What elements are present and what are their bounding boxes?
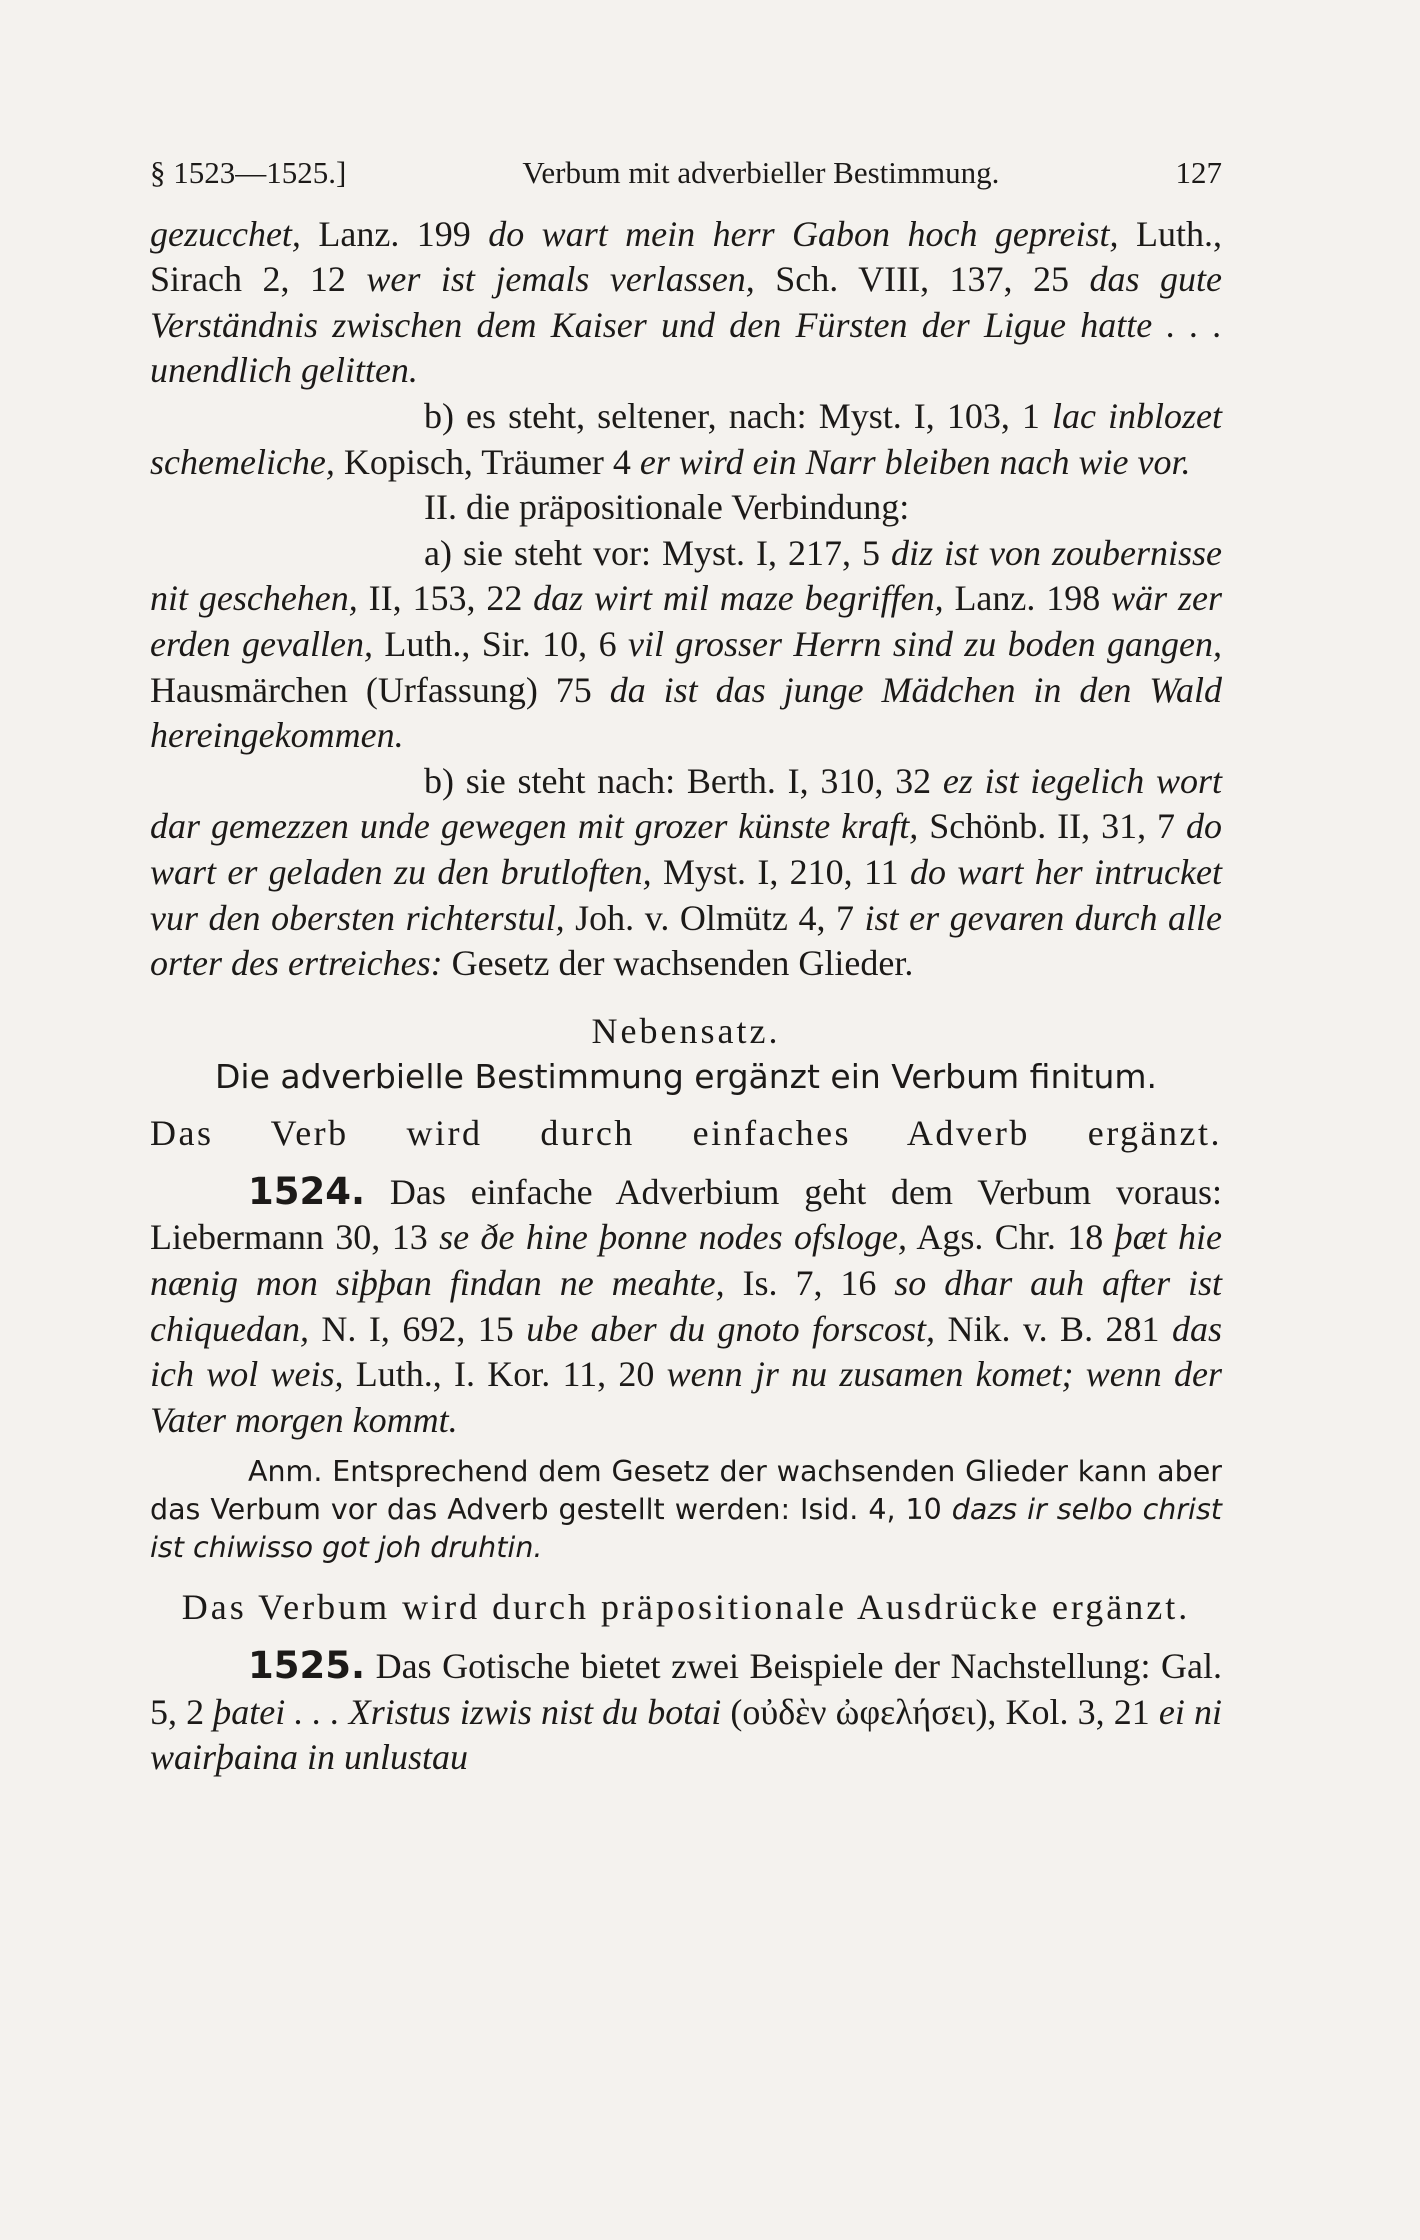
text-run: Luth., Sir. 10, 6	[372, 623, 628, 664]
italic-citation: do wart her intrucket vur den obersten richterstul,	[150, 851, 1222, 938]
italic-citation: wenn jr nu zusamen komet; wenn der Vater morgen kommt.	[150, 1354, 1223, 1440]
italic-citation: lac inblozet schemeliche,	[150, 395, 1223, 482]
text-run: Schönb. II, 31, 7	[918, 806, 1186, 847]
text-block	[150, 150, 1222, 1781]
heading-adverbielle-bestimmung: Die adverbielle Bestimmung ergänzt ein Verbum finitum.	[214, 1057, 1158, 1097]
text-run: Kopisch, Träumer 4	[334, 441, 640, 482]
text-run: a) sie steht vor: Myst. I, 217, 5	[424, 532, 891, 573]
italic-citation: wer ist jemals verlassen,	[366, 259, 755, 300]
running-head	[150, 150, 1222, 196]
paragraph-1525	[150, 1643, 1222, 1781]
spacer	[150, 1157, 1222, 1169]
text-run: N. I, 692, 15	[308, 1308, 527, 1349]
italic-citation: ist er gevaren durch alle orter des ertreiches:	[150, 897, 1222, 984]
italic-citation: gezucchet,	[150, 213, 301, 254]
text-run: Lanz. 199	[300, 213, 489, 254]
italic-citation: da ist das junge Mädchen in den Wald hereingekommen.	[150, 669, 1222, 756]
spacer	[150, 1573, 1222, 1585]
italic-citation: þatei . . . Xristus izwis nist du botai	[213, 1691, 722, 1732]
spacer	[150, 1631, 1222, 1643]
paragraph-b-steht-nach	[150, 759, 1222, 987]
text-run: Sch. VIII, 137, 25	[754, 259, 1090, 300]
text-run: Lanz. 198	[943, 578, 1112, 619]
annotation-label: Anm.	[248, 1455, 323, 1489]
text-run: Is. 7, 16	[724, 1263, 895, 1304]
italic-citation: ez ist iegelich wort dar gemezzen unde gewegen mit grozer künste kraft,	[150, 760, 1222, 847]
italic-citation: wär zer erden gevallen,	[150, 578, 1222, 664]
section-range: § 1523—1525.]	[150, 155, 347, 190]
italic-citation: se ðe hine þonne nodes ofsloge,	[439, 1217, 907, 1258]
heading-nebensatz: Nebensatz.	[591, 1010, 781, 1051]
italic-citation: er wird ein Narr bleiben nach wie vor.	[639, 441, 1191, 482]
text-run: Das einfache Adverbium geht dem Verbum voraus: Liebermann 30, 13	[150, 1171, 1222, 1258]
text-run: Gesetz der wachsenden Glieder.	[442, 943, 914, 984]
italic-citation: das ich wol weis,	[150, 1308, 1222, 1395]
text-run: Myst. I, 210, 11	[651, 851, 910, 892]
running-title: Verbum mit adverbieller Bestimmung.	[522, 155, 1000, 190]
text-run: Entsprechend dem Gesetz der wachsenden Glieder kann aber das Verbum vor das Adverb gestellt werden: Isid. 4, 10	[150, 1455, 1222, 1527]
italic-citation: so dhar auh after ist chiquedan,	[150, 1263, 1223, 1349]
spacer	[150, 1099, 1222, 1111]
section-number-1525: 1525.	[248, 1644, 366, 1688]
paragraph-1524	[150, 1169, 1222, 1444]
italic-citation: þæt hie nænig mon siþþan findan ne meahte,	[150, 1217, 1223, 1304]
text-run: Luth., I. Kor. 11, 20	[343, 1354, 667, 1395]
italic-citation: dazs ir selbo christ ist chiwisso got joh druhtin.	[150, 1493, 1222, 1565]
text-run: Nik. v. B. 281	[935, 1308, 1172, 1349]
annotation	[150, 1453, 1222, 1567]
text-run: Das Gotische bietet zwei Beispiele der Nachstellung: Gal. 5, 2	[150, 1646, 1222, 1732]
text-run: Joh. v. Olmütz 4, 7	[564, 897, 865, 938]
italic-citation: ei ni wairþaina in unlustau	[150, 1691, 1223, 1778]
text-run: b) sie steht nach: Berth. I, 310, 32	[424, 760, 943, 801]
heading-praepositionale-ausdruecke: Das Verbum wird durch präpositionale Ausdrücke ergänzt.	[181, 1587, 1191, 1628]
text-run: b) es steht, seltener, nach: Myst. I, 103, 1	[424, 395, 1052, 436]
text-run: (οὐδὲν ὠφελήσει), Kol. 3, 21	[721, 1691, 1159, 1732]
paragraph-b-nach	[150, 394, 1222, 485]
section-number-1524: 1524.	[248, 1169, 366, 1213]
italic-citation: do wart mein herr Gabon hoch gepreist,	[488, 213, 1119, 254]
spacer	[150, 987, 1222, 1009]
italic-citation: daz wirt mil maze begriffen,	[533, 578, 944, 619]
text-run: Hausmärchen (Urfassung) 75	[150, 669, 610, 710]
text-run: Luth., Sirach 2, 12	[150, 213, 1222, 300]
text-run: II. die präpositionale Verbindung:	[424, 487, 910, 528]
italic-citation: das gute Verständnis zwischen dem Kaiser und den Fürsten der Ligue hatte . . . unendlich gelitten.	[150, 259, 1222, 391]
italic-citation: diz ist von zoubernisse nit geschehen,	[150, 532, 1222, 619]
italic-citation: ube aber du gnoto forscost,	[526, 1308, 936, 1349]
paragraph-ii	[150, 485, 1222, 531]
italic-citation: vil grosser Herrn sind zu boden gangen,	[627, 623, 1222, 664]
paragraph-a-vor	[150, 531, 1222, 759]
page-number: 127	[1175, 155, 1222, 190]
text-run: Ags. Chr. 18	[907, 1217, 1115, 1258]
heading-einfaches-adverb: Das Verb wird durch einfaches Adverb ergänzt.	[150, 1113, 1222, 1154]
italic-citation: do wart er geladen zu den brutloften,	[150, 806, 1222, 892]
paragraph-continuation	[150, 212, 1222, 394]
text-run: II, 153, 22	[357, 578, 534, 619]
